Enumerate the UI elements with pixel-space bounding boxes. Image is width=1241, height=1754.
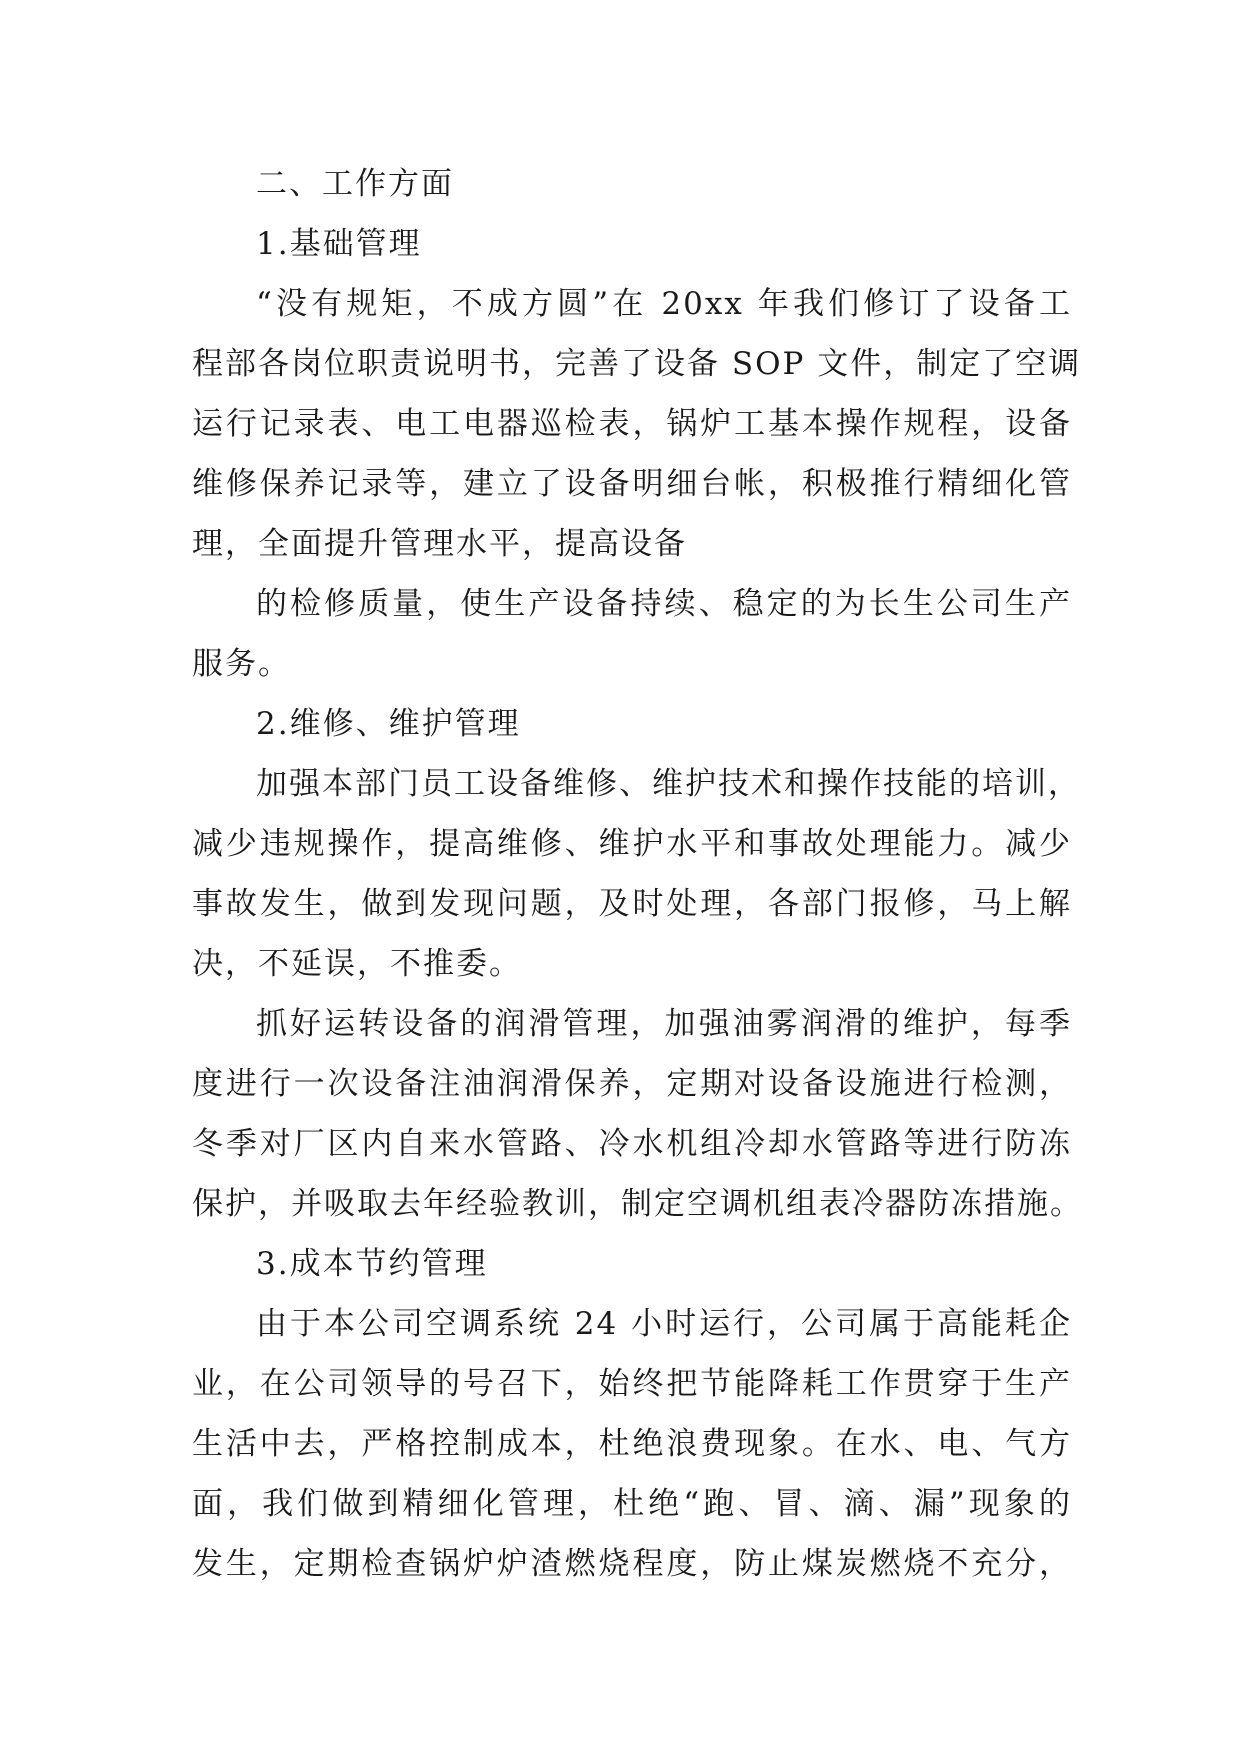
paragraph-3-1 bbox=[192, 1294, 1072, 1594]
text-line: 运行记录表、电工电器巡检表，锅炉工基本操作规程，设备 bbox=[192, 406, 1072, 442]
text-line: 发生，定期检查锅炉炉渣燃烧程度，防止煤炭燃烧不充分， bbox=[192, 1546, 1072, 1582]
text-line: 冬季对厂区内自来水管路、冷水机组冷却水管路等进行防冻 bbox=[192, 1126, 1072, 1162]
text-line: 保护，并吸取去年经验教训，制定空调机组表冷器防冻措施。 bbox=[192, 1186, 1083, 1222]
subsection-heading-3: 3.成本节约管理 bbox=[256, 1246, 488, 1282]
text-line: 服务。 bbox=[192, 646, 291, 682]
subsection-heading-1: 1.基础管理 bbox=[256, 226, 422, 262]
text-line: 程部各岗位职责说明书，完善了设备 SOP 文件，制定了空调 bbox=[192, 346, 1082, 382]
paragraph-2-2 bbox=[192, 994, 1083, 1234]
text-line: “没有规矩，不成方圆”在 20xx 年我们修订了设备工 bbox=[256, 286, 1072, 322]
text-line: 减少违规操作，提高维修、维护水平和事故处理能力。减少 bbox=[192, 826, 1072, 862]
text-line: 业，在公司领导的号召下，始终把节能降耗工作贯穿于生产 bbox=[192, 1366, 1072, 1402]
text-line: 维修保养记录等，建立了设备明细台帐，积极推行精细化管 bbox=[192, 466, 1072, 502]
text-line: 决，不延误，不推委。 bbox=[192, 946, 522, 982]
subsection-heading-2: 2.维修、维护管理 bbox=[256, 706, 521, 742]
text-line: 加强本部门员工设备维修、维护技术和操作技能的培训， bbox=[256, 766, 1081, 802]
paragraph-1-2 bbox=[192, 574, 1072, 694]
text-line: 事故发生，做到发现问题，及时处理，各部门报修，马上解 bbox=[192, 886, 1072, 922]
section-heading: 二、工作方面 bbox=[256, 166, 454, 202]
paragraph-2-1 bbox=[192, 754, 1081, 994]
text-line: 的检修质量，使生产设备持续、稳定的为长生公司生产 bbox=[256, 586, 1072, 622]
text-line: 生活中去，严格控制成本，杜绝浪费现象。在水、电、气方 bbox=[192, 1426, 1072, 1462]
document-body bbox=[192, 154, 1083, 1594]
paragraph-1-1 bbox=[192, 274, 1082, 574]
text-line: 面，我们做到精细化管理，杜绝“跑、冒、滴、漏”现象的 bbox=[192, 1486, 1072, 1522]
text-line: 度进行一次设备注油润滑保养，定期对设备设施进行检测， bbox=[192, 1066, 1072, 1102]
text-line: 由于本公司空调系统 24 小时运行，公司属于高能耗企 bbox=[256, 1306, 1072, 1342]
text-line: 抓好运转设备的润滑管理，加强油雾润滑的维护，每季 bbox=[256, 1006, 1072, 1042]
text-line: 理，全面提升管理水平，提高设备 bbox=[192, 526, 687, 562]
